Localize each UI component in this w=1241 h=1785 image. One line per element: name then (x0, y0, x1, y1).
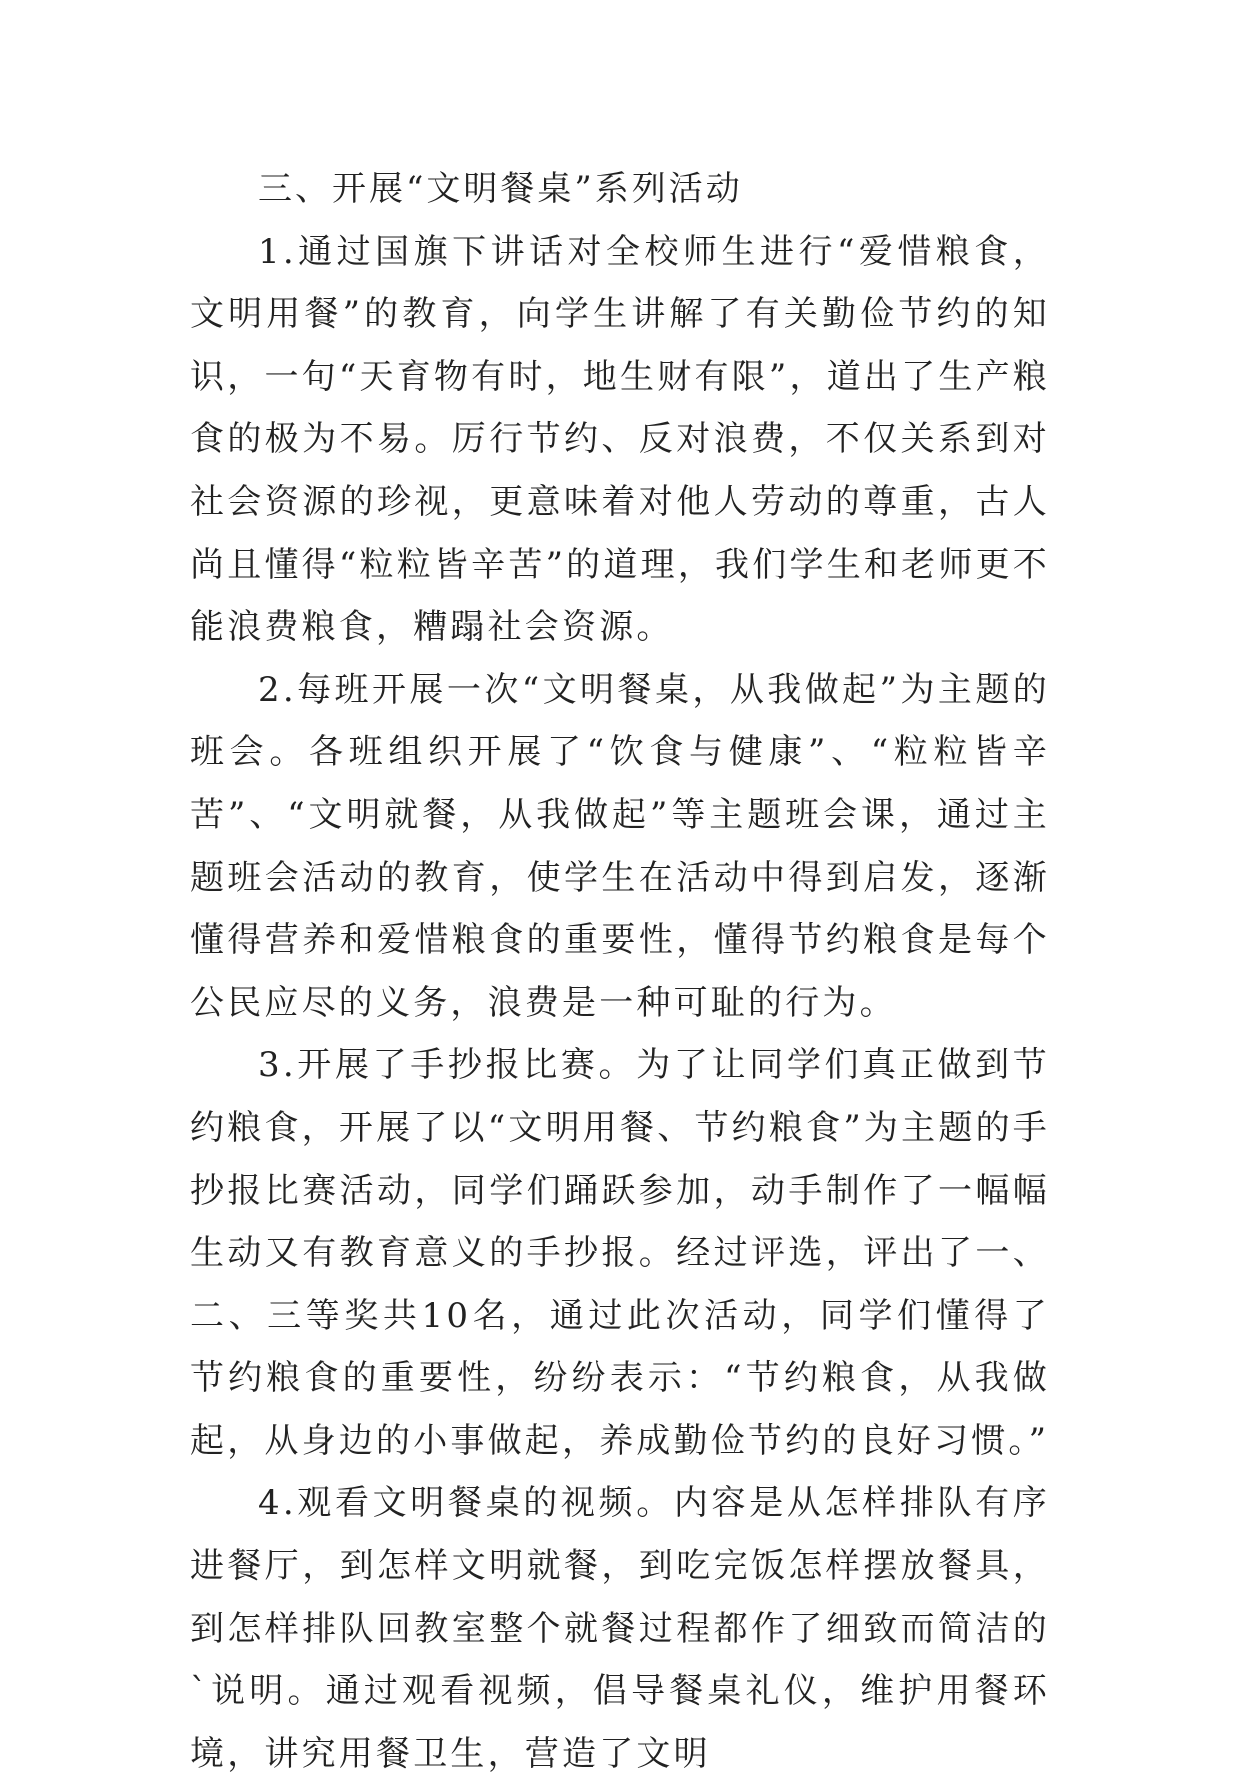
section-heading: 三、开展“文明餐桌”系列活动 (258, 169, 743, 209)
paragraph-4: 4.观看文明餐桌的视频。内容是从怎样排队有序进餐厅，到怎样文明就餐，到吃完饭怎样摆放餐具，到怎样排队回教室整个就餐过程都作了细致而简洁的`说明。通过观看视频，倡导餐桌礼仪，维护用餐环境，讲究用餐卫生，营造了文明 (190, 1483, 1050, 1774)
paragraph-1: 1.通过国旗下讲话对全校师生进行“爱惜粮食，文明用餐”的教育，向学生讲解了有关勤俭节约的知识，一句“天育物有时，地生财有限”，道出了生产粮食的极为不易。厉行节约、反对浪费，不仅关系到对社会资源的珍视，更意味着对他人劳动的尊重，古人尚且懂得“粒粒皆辛苦”的道理，我们学生和老师更不能浪费粮食，糟蹋社会资源。 (190, 231, 1050, 648)
document-body (190, 158, 1050, 1785)
paragraph-3: 3.开展了手抄报比赛。为了让同学们真正做到节约粮食，开展了以“文明用餐、节约粮食”为主题的手抄报比赛活动，同学们踊跃参加，动手制作了一幅幅生动又有教育意义的手抄报。经过评选，评出了一、二、三等奖共10名，通过此次活动，同学们懂得了节约粮食的重要性，纷纷表示：“节约粮食，从我做起，从身边的小事做起，养成勤俭节约的良好习惯。” (190, 1045, 1050, 1461)
paragraph-2: 2.每班开展一次“文明餐桌，从我做起”为主题的班会。各班组织开展了“饮食与健康”、“粒粒皆辛苦”、“文明就餐，从我做起”等主题班会课，通过主题班会活动的教育，使学生在活动中得到启发，逐渐懂得营养和爱惜粮食的重要性，懂得节约粮食是每个公民应尽的义务，浪费是一种可耻的行为。 (190, 669, 1050, 1023)
